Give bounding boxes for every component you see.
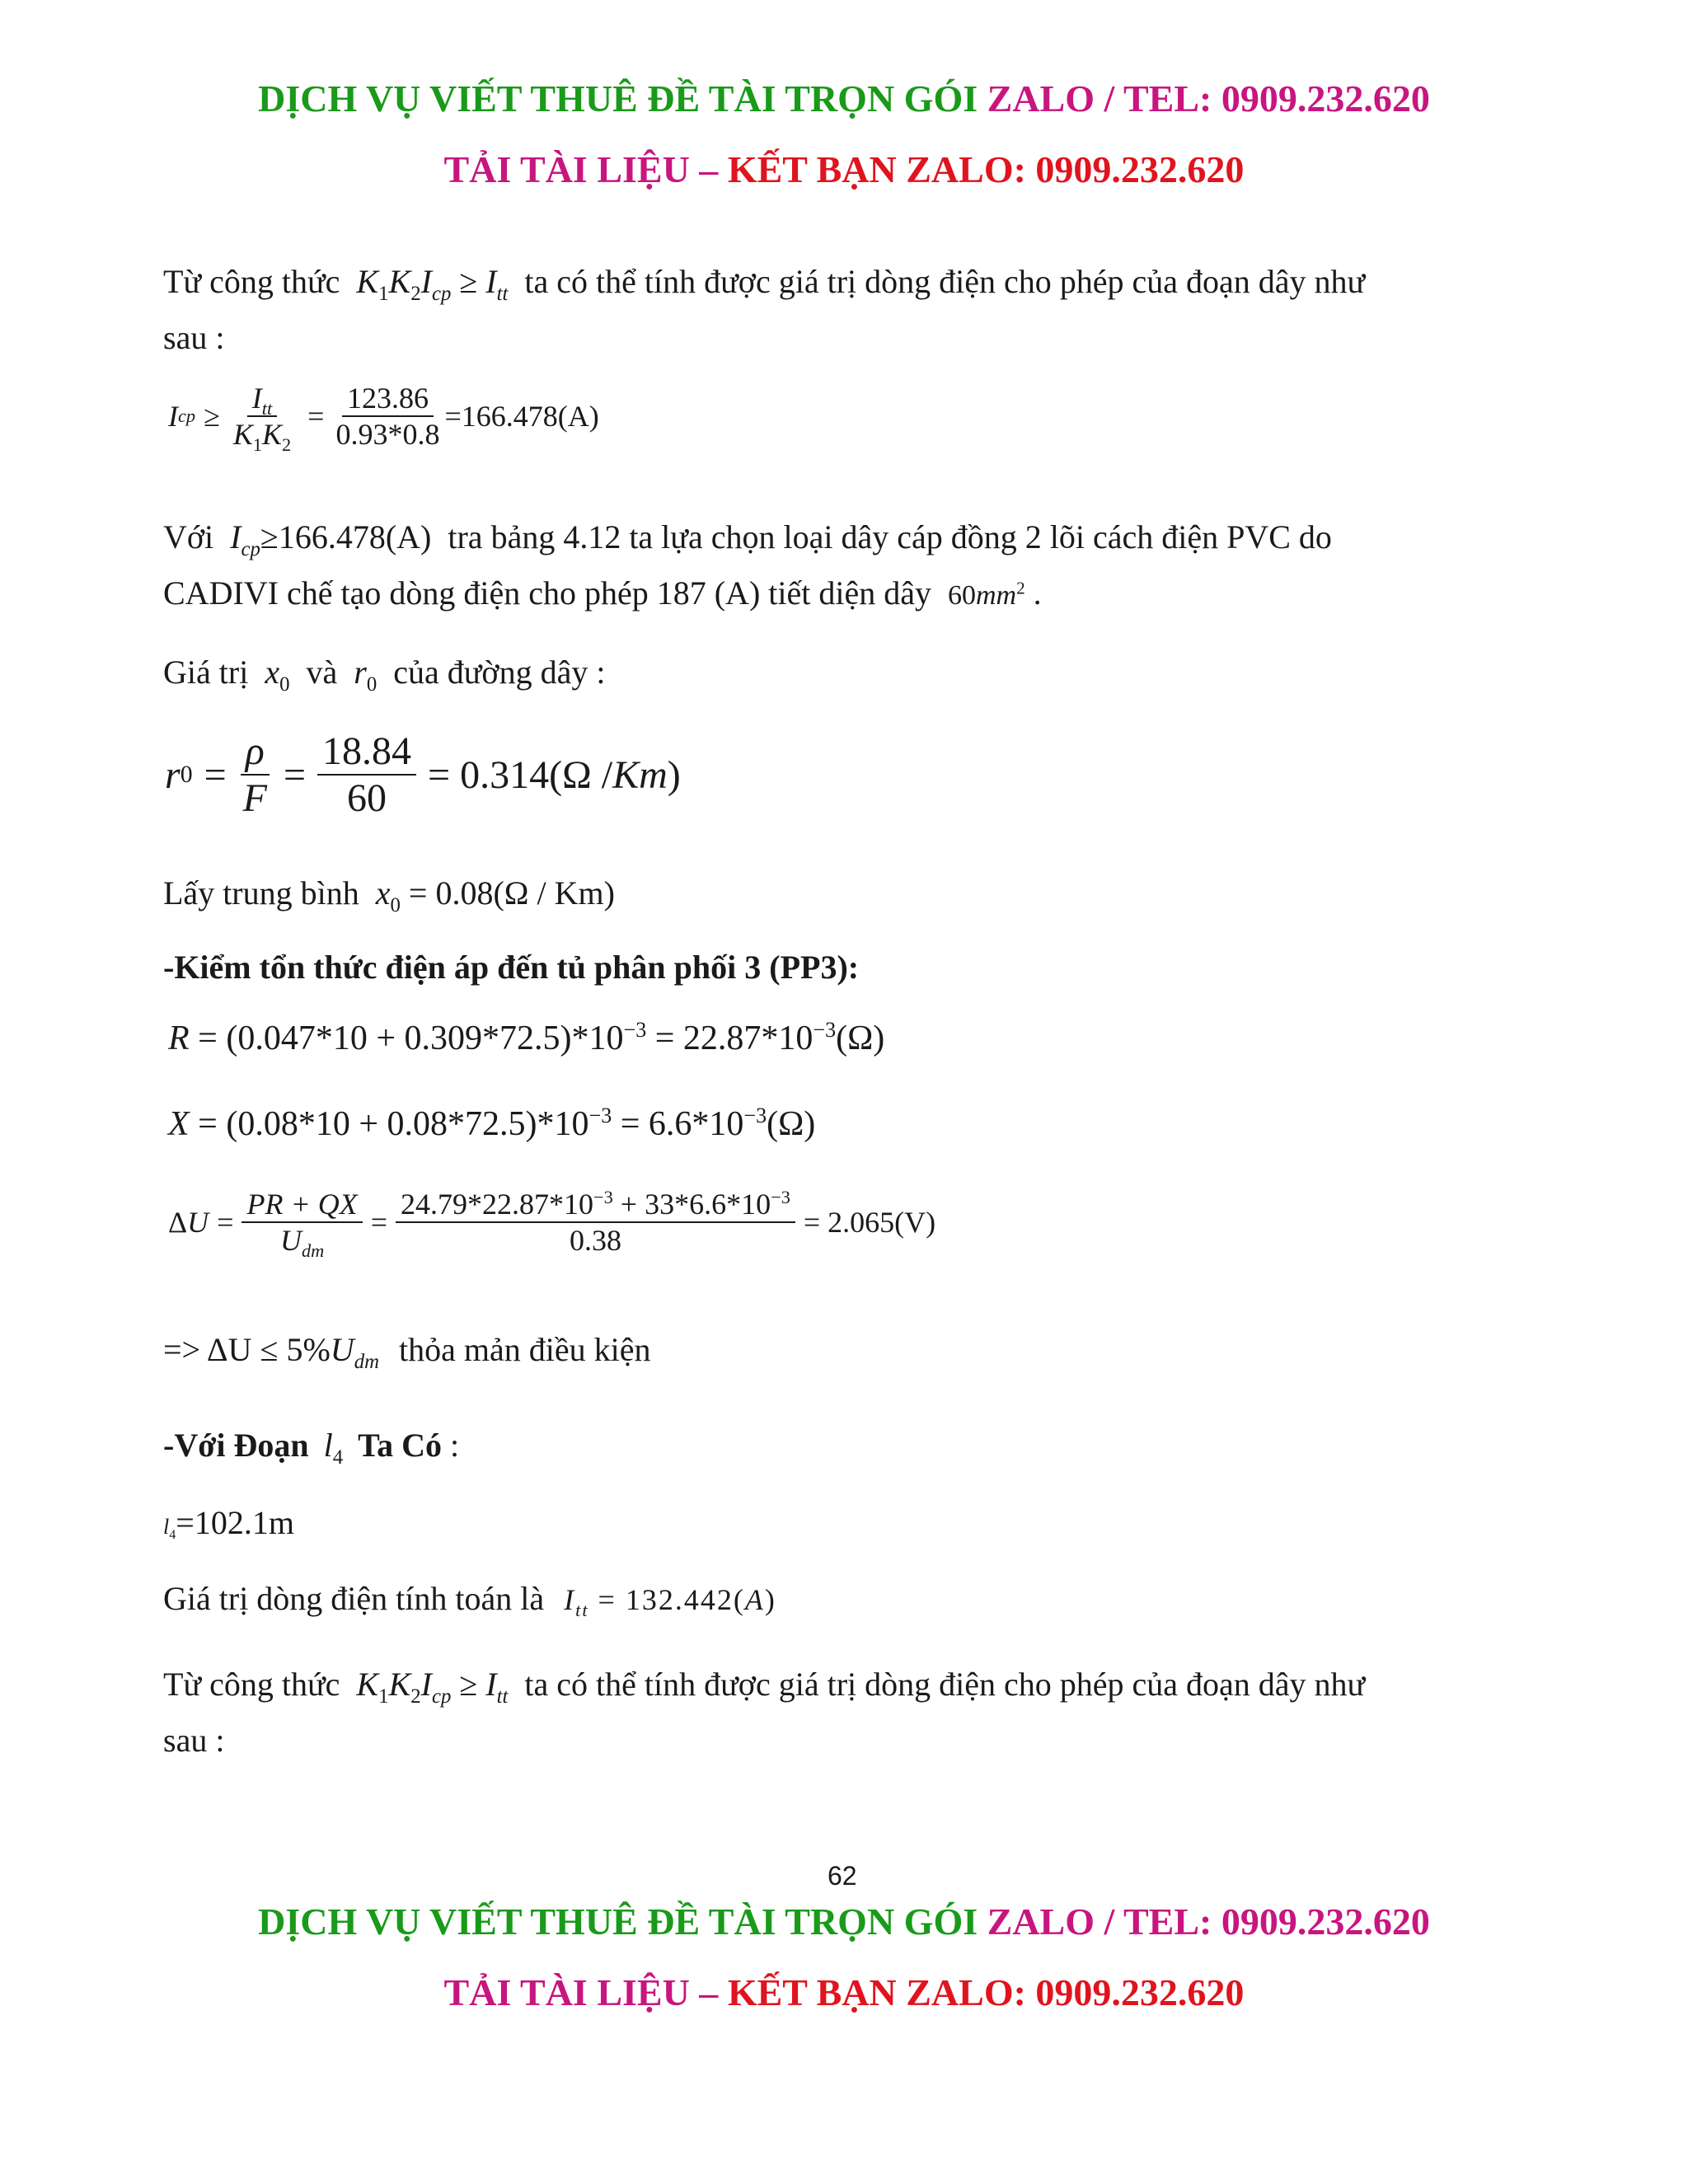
paragraph-cable-selection: Với $I_{cp}\ge 166.478(A)$ tra bảng 4.12 ta lựa chọn loại dây cáp đồng 2 lõi cách điện PVC do (163, 518, 1332, 560)
paragraph-formula-intro-2: Từ công thức $K_1K_2I_{cp} \ge I_{tt}$ ta có thể tính được giá trị dòng điện cho phép của đoạn dây như (163, 1666, 1366, 1708)
header-line-2 (0, 147, 1688, 193)
paragraph-l4-length: $l_4=102.1m$ (163, 1504, 294, 1543)
footer-line-1 (0, 1899, 1688, 1945)
header-download-text: TẢI TÀI LIỆU – (443, 148, 728, 190)
footer-contact-text: ZALO / TEL: 0909.232.620 (987, 1900, 1430, 1943)
paragraph-x0-average: Lấy trung bình $x_0 = 0.08(\Omega / Km)$ (163, 874, 615, 916)
footer-line-2 (0, 1970, 1688, 2016)
footer-service-text: DỊCH VỤ VIẾT THUÊ ĐỀ TÀI TRỌN GÓI (258, 1900, 987, 1943)
equation-icp: I cp ≥ $\frac{I_{tt}}{K_1K_2}$ = $\frac{123.86}{0.93*0.8}$ =166.478(A) (168, 382, 599, 456)
paragraph-calculated-current: Giá trị dòng điện tính toán là $I_{tt} = 132.442(A)$ (163, 1580, 776, 1621)
header-line-1 (0, 76, 1688, 122)
equation-delta-u: ΔU = $\frac{PR + QX}{U_{dm}}$ = $\frac{24.79*22.87*10^{-3} + 33*6.6*10^{-3}}{0.38}$ = 2.065(V) (168, 1187, 936, 1262)
paragraph-cable-selection-2: CADIVI chế tạo dòng điện cho phép 187 (A) tiết diện dây $60mm^2$ . (163, 574, 1042, 612)
page-number: 62 (828, 1861, 857, 1891)
equation-r-total: $R = (0.047*10 + 0.309*72.5)*10^{-3} = 22.87*10^{-3}(\Omega)$ (168, 1018, 885, 1057)
paragraph-formula-intro: Từ công thức $K_1K_2I_{cp} \ge I_{tt}$ ta có thể tính được giá trị dòng điện cho phép của đoạn dây như (163, 263, 1366, 305)
heading-voltage-loss-pp3: -Kiểm tổn thức điện áp đến tủ phân phối 3 (PP3): (163, 949, 860, 986)
heading-segment-l4: -Với Đoạn $l_4$ Ta Có : (163, 1427, 460, 1469)
paragraph-line-params: Giá trị $x_0$ và $r_0$ của đường dây : (163, 654, 606, 696)
equation-x-total: $X = (0.08*10 + 0.08*72.5)*10^{-3} = 6.6*10^{-3}(\Omega)$ (168, 1104, 816, 1143)
footer-zalo-text: KẾT BẠN ZALO: 0909.232.620 (727, 1971, 1245, 2013)
paragraph-condition-satisfied: => $\Delta U \le 5\%U_{dm}$ thỏa mản điều kiện (163, 1331, 651, 1373)
paragraph-formula-intro-2-end: sau : (163, 1722, 225, 1759)
equation-r0: r 0 = $\frac{\rho}{F}$ = $\frac{18.84}{60}$ = 0.314(Ω / Km ) (165, 729, 681, 820)
equation-icp-fraction: $\frac{123.86}{0.93*0.8}$ (335, 382, 440, 451)
header-zalo-text: KẾT BẠN ZALO: 0909.232.620 (727, 148, 1245, 190)
inline-formula-k1k2icp: $K_1K_2I_{cp} \ge I_{tt}$ (356, 263, 509, 305)
header-service-text: DỊCH VỤ VIẾT THUÊ ĐỀ TÀI TRỌN GÓI (258, 77, 987, 120)
header-contact-text: ZALO / TEL: 0909.232.620 (987, 77, 1430, 120)
footer-download-text: TẢI TÀI LIỆU – (443, 1971, 728, 2013)
paragraph-formula-intro-end: sau : (163, 319, 225, 356)
